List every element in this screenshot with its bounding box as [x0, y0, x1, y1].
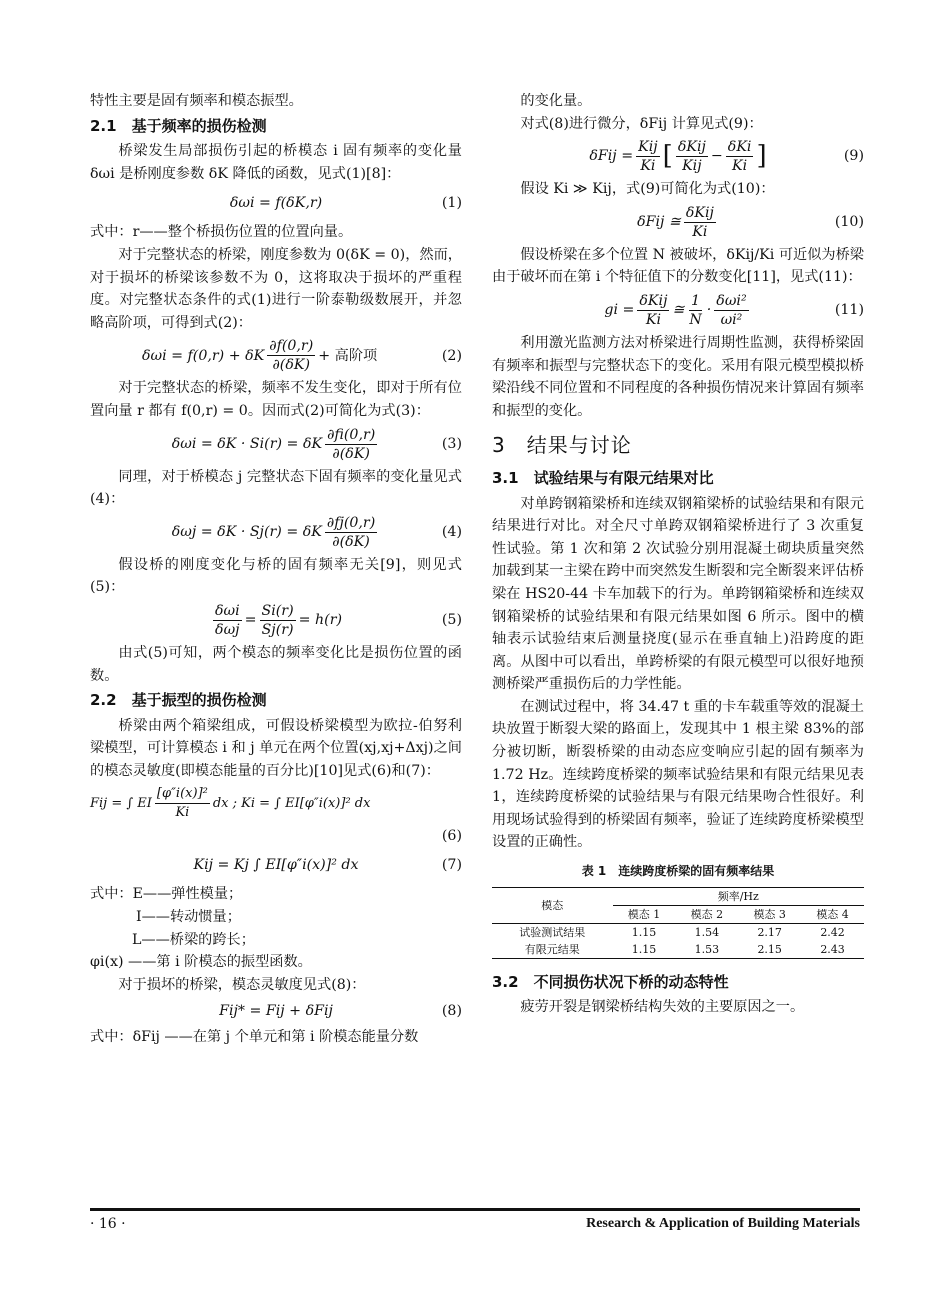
definition-i: I——转动惯量； [136, 909, 241, 926]
paragraph: 利用激光监测方法对桥梁进行周期性监测，获得桥梁固有频率和振型与完整状态下的变化。采用有限元模型模拟桥梁沿线不同位置和不同程度的各种损伤情况来计算固有频率和振型的变化。 [492, 334, 864, 419]
table-header: 模态 2 [675, 905, 738, 923]
paragraph: 式中：r——整个桥损伤位置的位置向量。 [90, 224, 353, 241]
equation-9: δFij = $\frac{\text{Kij}}{Ki}$ [ $\frac{\text{δKij}}{\text{Kij}}$ − $\frac{\text{δKi}}{Ki}$ ] (9) [589, 139, 864, 175]
table-header-group: 频率/Hz [613, 887, 864, 905]
equation-7: Kij = Kj ∫ EI[φ″i(x)]² dx (7) [193, 857, 462, 874]
paragraph: 式中：δFij ——在第 j 个单元和第 i 阶模态能量分数 [90, 1029, 419, 1046]
paragraph: 疲劳开裂是钢梁桥结构失效的主要原因之一。 [520, 999, 805, 1016]
paragraph: 桥梁由两个箱梁组成，可假设桥梁模型为欧拉-伯努利梁模型，可计算模态 i 和 j 单元在两个位置(xj,xj+Δxj)之间的模态灵敏度(即模态能量的百分比)[10]见式(6)和(7)： [90, 717, 462, 779]
paragraph: 假设桥梁在多个位置 N 被破坏，δKij/Ki 可近似为桥梁由于破坏而在第 i 个特征值下的分数变化[11]，见式(11)： [492, 246, 864, 286]
paragraph: 假设桥的刚度变化与桥的固有频率无关[9]，则见式(5)： [90, 556, 462, 596]
paragraph: 由式(5)可知，两个模态的频率变化比是损伤位置的函数。 [90, 644, 462, 684]
paragraph: 对单跨钢箱梁桥和连续双钢箱梁桥的试验结果和有限元结果进行对比。对全尺寸单跨双钢箱梁桥进行了 3 次重复性试验。第 1 次和第 2 次试验分别用混凝土砌块质量突然加载到某一主梁在跨中而突然发生断裂和完全断裂来评估桥梁在 HS20-44 卡车加载下的行为。单跨钢箱梁桥和连续双钢箱梁桥的试验结果和有限元结果如图 6 所示。图中的横轴表示试验结束后测量挠度(显示在垂直轴上)沿跨度的距离。从图中可以看出，单跨桥梁的有限元模型可以很好地预测桥梁严重损伤后的力学性能。 [492, 495, 864, 693]
paragraph: 对式(8)进行微分，δFij 计算见式(9)： [520, 115, 763, 132]
table-row: 试验测试结果 1.15 1.54 2.17 2.42 [519, 925, 845, 939]
section-heading-3-2: 3.2 不同损伤状况下桥的动态特性 [492, 972, 729, 991]
journal-name: Research & Application of Building Materials [586, 1216, 860, 1231]
equation-1: δωi = f(δK,r) (1) [229, 195, 462, 212]
section-heading-2-2: 2.2 基于振型的损伤检测 [90, 691, 267, 710]
table-title: 表 1 连续跨度桥梁的固有频率结果 [581, 864, 775, 879]
section-heading-3: 3 结果与讨论 [492, 433, 632, 458]
definition-l: L——桥梁的跨长； [132, 931, 255, 948]
footer-rule [90, 1208, 860, 1211]
equation-5: $\frac{\text{δωi}}{\text{δωj}}$ = $\frac{Si(r)}{Sj(r)}$ = h(r) (5) [214, 602, 462, 638]
paragraph: 对于完整状态的桥梁，频率不发生变化，即对于所有位置向量 r 都有 f(0,r) = 0。因而式(2)可简化为式(3)： [90, 380, 462, 419]
table-row: 有限元结果 1.15 1.53 2.15 2.43 [492, 941, 864, 959]
paragraph: 在测试过程中，将 34.47 t 重的卡车载重等效的混凝土块放置于断裂大梁的路面上，发现其中 1 根主梁 83%的部分被切断，断裂桥梁的由动态应变响应引起的固有频率为 1.72 Hz。连续跨度桥梁的频率试验结果和有限元结果见表 1，连续跨度桥梁的试验结果与有限元结果吻合性很好。利用现场试验得到的桥梁固有频率，验证了连续跨度桥梁模型设置的正确性。 [492, 698, 864, 851]
equation-4: δωj = δK · Sj(r) = δK $\frac{\partial fj(0,r)}{\partial(\delta K)}$ (4) [171, 514, 462, 550]
definition-phi: φi(x) ——第 i 阶模态的振型函数。 [90, 954, 312, 971]
paragraph: 假设 Ki ≫ Kij，式(9)可简化为式(10)： [520, 181, 775, 198]
table-header: 模态 3 [738, 905, 801, 923]
equation-10: δFij ≅ $\frac{\text{δKij}}{Ki}$ (10) [637, 204, 864, 240]
right-column [492, 90, 864, 1019]
definition-e: 式中：E——弹性模量； [90, 886, 243, 903]
table-header: 模态 1 [613, 905, 676, 923]
section-heading-2-1: 2.1 基于频率的损伤检测 [90, 116, 267, 135]
equation-6-number: (6) [441, 828, 462, 845]
equation-2: δωi = f(0,r) + δK $\frac{\partial f(0,r)}{\partial(\delta K)}$ + 高阶项 (2) [142, 338, 462, 374]
paragraph: 同理，对于桥模态 j 完整状态下固有频率的变化量见式(4)： [90, 468, 462, 508]
equation-6: Fij = ∫ EI $\frac{\text{[φ″i(x)]²}}{Ki}$ dx ; Ki = ∫ EI[φ″i(x)]² dx [90, 786, 371, 821]
equation-3: δωi = δK · Si(r) = δK $\frac{\partial fi(0,r)}{\partial(\delta K)}$ (3) [171, 426, 462, 462]
section-heading-3-1: 3.1 试验结果与有限元结果对比 [492, 468, 714, 487]
equation-11: gi = $\frac{\text{δKij}}{Ki}$ ≅ $\frac{1}{N}$ · $\frac{\text{δωi²}}{\text{ωi²}}$ (11) [604, 292, 864, 328]
paragraph: 对于损坏的桥梁，模态灵敏度见式(8)： [118, 976, 366, 993]
equation-8: Fij* = Fij + δFij (8) [219, 1003, 462, 1020]
paragraph: 的变化量。 [520, 93, 592, 109]
table-header: 模态 4 [801, 905, 864, 923]
paragraph: 特性主要是固有频率和模态振型。 [90, 93, 303, 109]
paragraph: 桥梁发生局部损伤引起的桥模态 i 固有频率的变化量 δωi 是桥刚度参数 δK 降低的函数，见式(1)[8]： [90, 143, 462, 182]
table-header-mode: 模态 [492, 887, 613, 923]
paragraph: 对于完整状态的桥梁，刚度参数为 0(δK = 0)，然而，对于损坏的桥梁该参数不为 0，这将取决于损坏的严重程度。对完整状态条件的式(1)进行一阶泰勒级数展开，并忽略高阶项，可得到式(2)： [90, 246, 462, 331]
frequency-table [492, 887, 864, 959]
page-number: · 16 · [90, 1216, 126, 1232]
left-column [90, 90, 462, 1049]
